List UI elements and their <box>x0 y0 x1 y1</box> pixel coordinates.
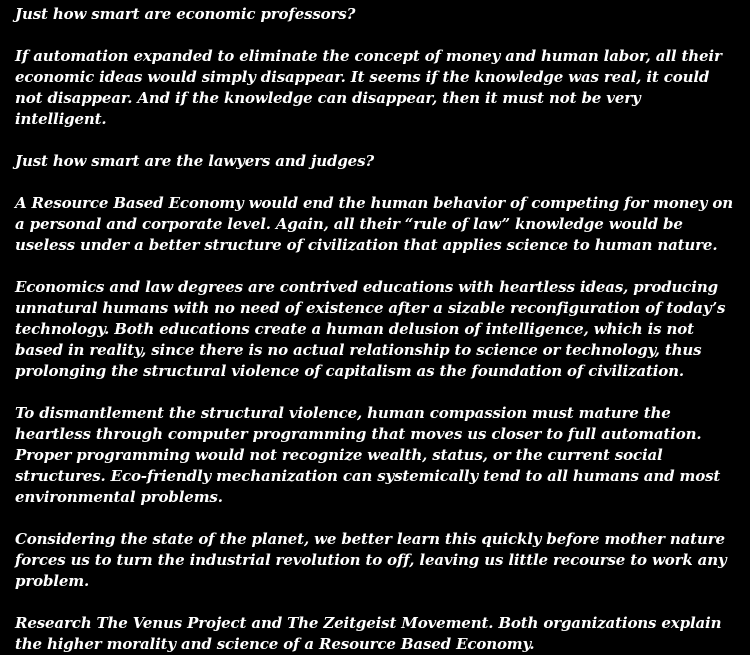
paragraph-research-venus-project: Research The Venus Project and The Zeitgeist Movement. Both organizations explain the higher morality and science of a Resource Based Economy. <box>15 614 722 653</box>
heading-lawyers-judges: Just how smart are the lawyers and judges? <box>15 152 375 170</box>
paragraph-dismantle-structural-violence: To dismantlement the structural violence, human compassion must mature the heartless through computer programming that moves us closer to full automation. Proper programming would not recognize wealth, status, or the current social structures. Eco-friendly mechanization can systemically tend to all humans and most environmental problems. <box>15 404 721 506</box>
text-document <box>15 4 737 655</box>
paragraph-resource-based-economy: A Resource Based Economy would end the human behavior of competing for money on a personal and corporate level. Again, all their “rule of law” knowledge would be useless under a better structure of civilization that applies science to human nature. <box>15 194 734 254</box>
paragraph-automation-economics: If automation expanded to eliminate the concept of money and human labor, all their economic ideas would simply disappear. It seems if the knowledge was real, it could not disappear. And if the knowledge can disappear, then it must not be very intelligent. <box>15 47 722 128</box>
heading-economic-professors: Just how smart are economic professors? <box>15 5 356 23</box>
paragraph-economics-law-degrees: Economics and law degrees are contrived educations with heartless ideas, producing unnatural humans with no need of existence after a sizable reconfiguration of today’s technology. Both educations create a human delusion of intelligence, which is not based in reality, since there is no actual relationship to science or technology, thus prolonging the structural violence of capitalism as the foundation of civilization. <box>15 278 726 380</box>
paragraph-state-of-planet: Considering the state of the planet, we better learn this quickly before mother nature forces us to turn the industrial revolution to off, leaving us little recourse to work any problem. <box>15 530 727 590</box>
